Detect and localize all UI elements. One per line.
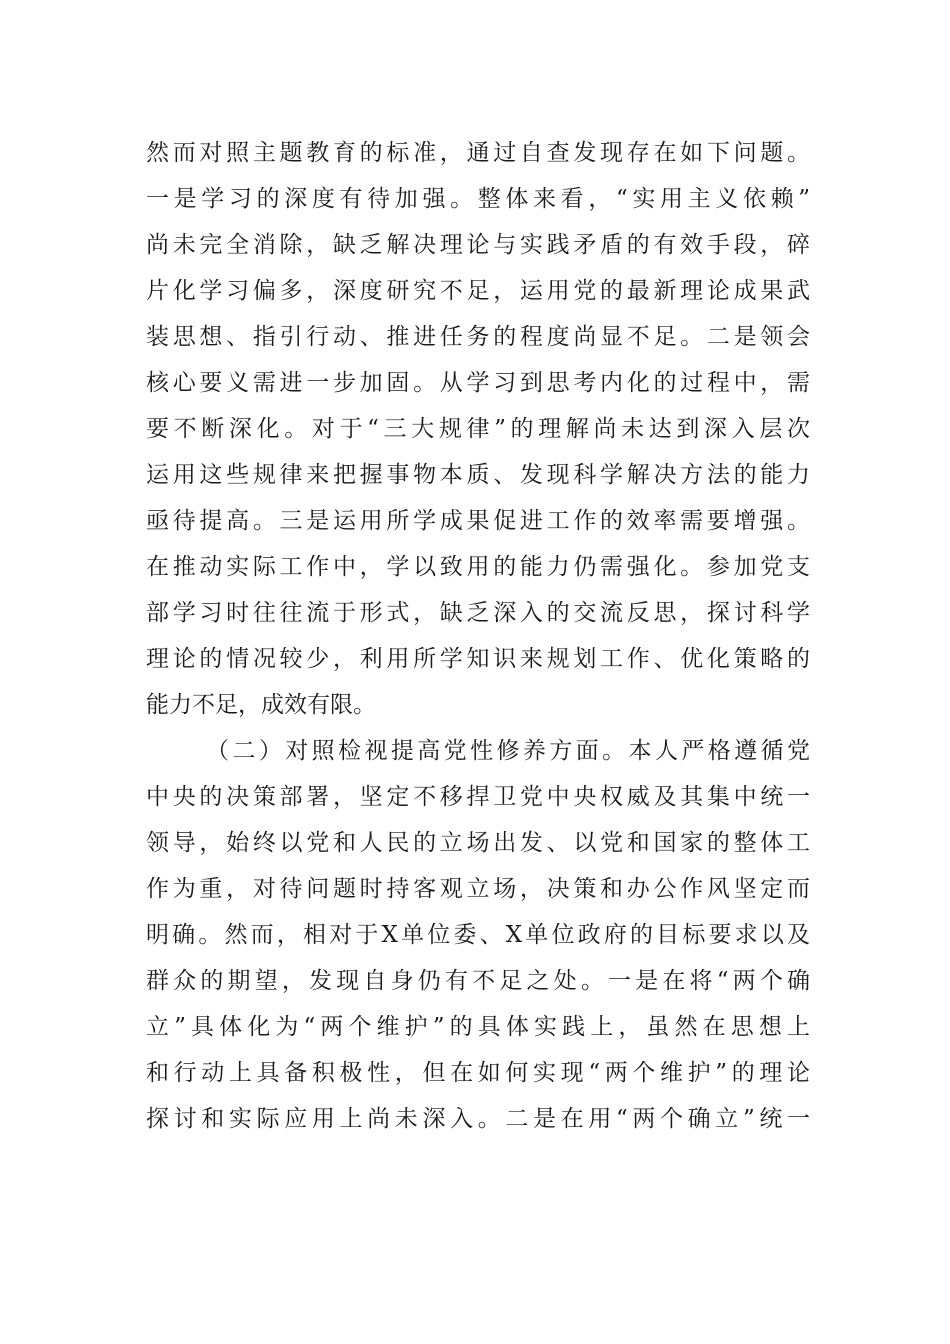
- text-line: 探讨和实际应用上尚未深入。二是在用“两个确立”统一: [146, 1106, 810, 1132]
- text-line: （二）对照检视提高党性修养方面。本人严格遵循党: [206, 738, 810, 764]
- text-line: 明确。然而，相对于X单位委、X单位政府的目标要求以及: [146, 922, 810, 948]
- text-line: 群众的期望，发现自身仍有不足之处。一是在将“两个确: [146, 968, 810, 994]
- text-line: 要不断深化。对于“三大规律”的理解尚未达到深入层次: [146, 416, 810, 442]
- text-line: 一是学习的深度有待加强。整体来看，“实用主义依赖”: [146, 186, 810, 212]
- text-line: 中央的决策部署，坚定不移捍卫党中央权威及其集中统一: [146, 784, 810, 810]
- text-line: 运用这些规律来把握事物本质、发现科学解决方法的能力: [146, 462, 810, 488]
- document-body: [146, 130, 810, 1142]
- text-line: 装思想、指引行动、推进任务的程度尚显不足。二是领会: [146, 324, 810, 350]
- paragraph-2: [146, 728, 810, 1142]
- paragraph-1: [146, 130, 810, 728]
- text-line: 片化学习偏多，深度研究不足，运用党的最新理论成果武: [146, 278, 810, 304]
- text-line: 亟待提高。三是运用所学成果促进工作的效率需要增强。: [146, 508, 810, 534]
- text-line: 然而对照主题教育的标准，通过自查发现存在如下问题。: [146, 140, 810, 166]
- text-line: 理论的情况较少，利用所学知识来规划工作、优化策略的: [146, 646, 810, 672]
- text-line: 核心要义需进一步加固。从学习到思考内化的过程中，需: [146, 370, 810, 396]
- text-line: 作为重，对待问题时持客观立场，决策和办公作风坚定而: [146, 876, 810, 902]
- text-line: 领导，始终以党和人民的立场出发、以党和国家的整体工: [146, 830, 810, 856]
- text-line: 立”具体化为“两个维护”的具体实践上，虽然在思想上: [146, 1014, 810, 1040]
- text-line: 和行动上具备积极性，但在如何实现“两个维护”的理论: [146, 1060, 810, 1086]
- text-line: 尚未完全消除，缺乏解决理论与实践矛盾的有效手段，碎: [146, 232, 810, 258]
- text-line: 在推动实际工作中，学以致用的能力仍需强化。参加党支: [146, 554, 810, 580]
- text-line: 部学习时往往流于形式，缺乏深入的交流反思，探讨科学: [146, 600, 810, 626]
- text-line: 能力不足，成效有限。: [146, 692, 376, 718]
